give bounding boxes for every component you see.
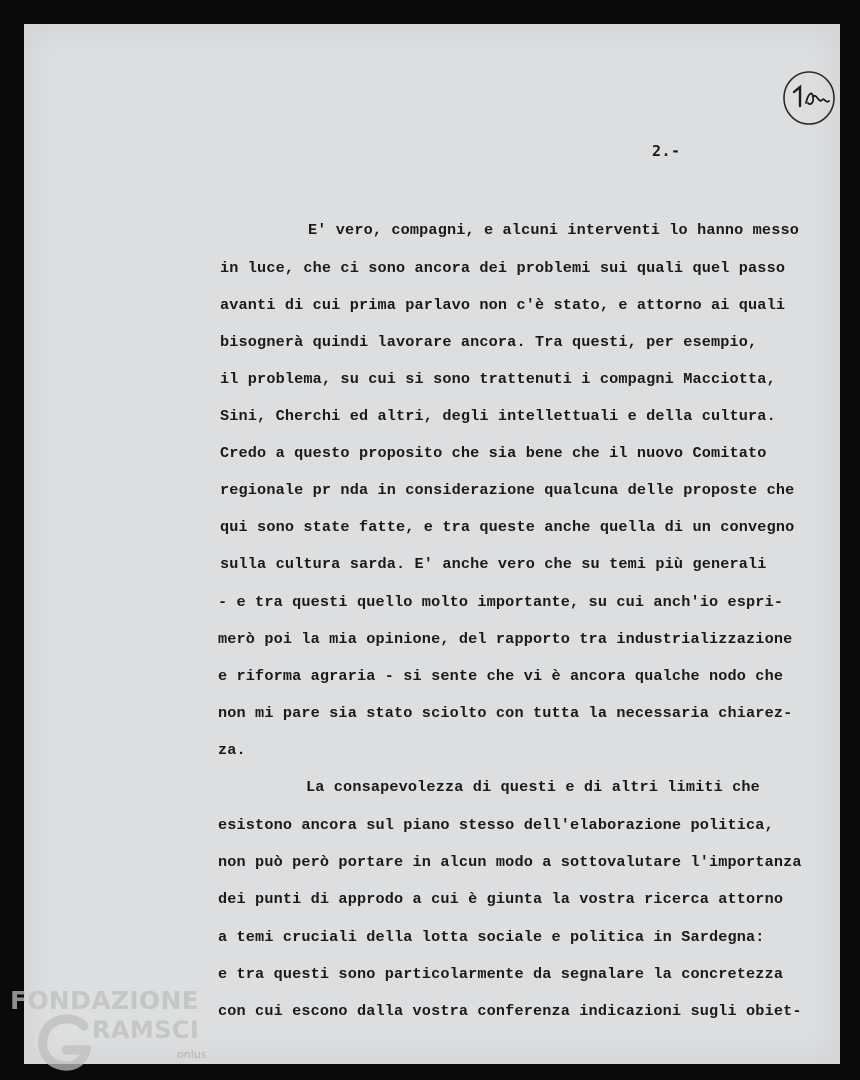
text-line: e tra questi sono particolarmente da segnalare la concretezza: [218, 965, 784, 983]
text-line: sulla cultura sarda. E' anche vero che su temi più generali: [220, 555, 767, 573]
text-line: a temi cruciali della lotta sociale e politica in Sardegna:: [218, 928, 765, 946]
document-page: [24, 24, 840, 1064]
text-line: non mi pare sia stato sciolto con tutta la necessaria chiarez-: [218, 704, 793, 722]
text-line: con cui escono dalla vostra conferenza indicazioni sugli obiet-: [218, 1002, 802, 1020]
text-line: La consapevolezza di questi e di altri limiti che: [306, 778, 760, 796]
page-number: 2.-: [652, 142, 681, 160]
text-line: regionale pr nda in considerazione qualcuna delle proposte che: [220, 481, 795, 499]
text-line: za.: [218, 741, 246, 759]
text-line: E' vero, compagni, e alcuni interventi lo hanno messo: [308, 221, 799, 239]
text-line: esistono ancora sul piano stesso dell'elaborazione politica,: [218, 816, 774, 834]
watermark-onlus: onlus: [177, 1048, 207, 1061]
text-line: merò poi la mia opinione, del rapporto tra industrializzazione: [218, 630, 793, 648]
text-line: e riforma agraria - si sente che vi è ancora qualche nodo che: [218, 667, 784, 685]
handwritten-page-mark: [782, 70, 836, 126]
gramsci-g-logo-icon: [36, 1012, 94, 1074]
fondazione-gramsci-watermark: [4, 986, 219, 1078]
text-line: qui sono state fatte, e tra queste anche quella di un convegno: [220, 518, 795, 536]
text-line: bisognerà quindi lavorare ancora. Tra questi, per esempio,: [220, 333, 758, 351]
watermark-line1: FONDAZIONE: [10, 986, 200, 1015]
text-line: - e tra questi quello molto importante, su cui anch'io espri-: [218, 593, 784, 611]
watermark-line2: RAMSCI: [92, 1016, 200, 1044]
text-line: Credo a questo proposito che sia bene che il nuovo Comitato: [220, 444, 767, 462]
text-line: Sini, Cherchi ed altri, degli intellettuali e della cultura.: [220, 407, 776, 425]
text-line: non può però portare in alcun modo a sottovalutare l'importanza: [218, 853, 802, 871]
text-line: il problema, su cui si sono trattenuti i compagni Macciotta,: [220, 370, 776, 388]
text-line: dei punti di approdo a cui è giunta la vostra ricerca attorno: [218, 890, 784, 908]
text-line: avanti di cui prima parlavo non c'è stato, e attorno ai quali: [220, 296, 786, 314]
text-line: in luce, che ci sono ancora dei problemi sui quali quel passo: [220, 259, 786, 277]
